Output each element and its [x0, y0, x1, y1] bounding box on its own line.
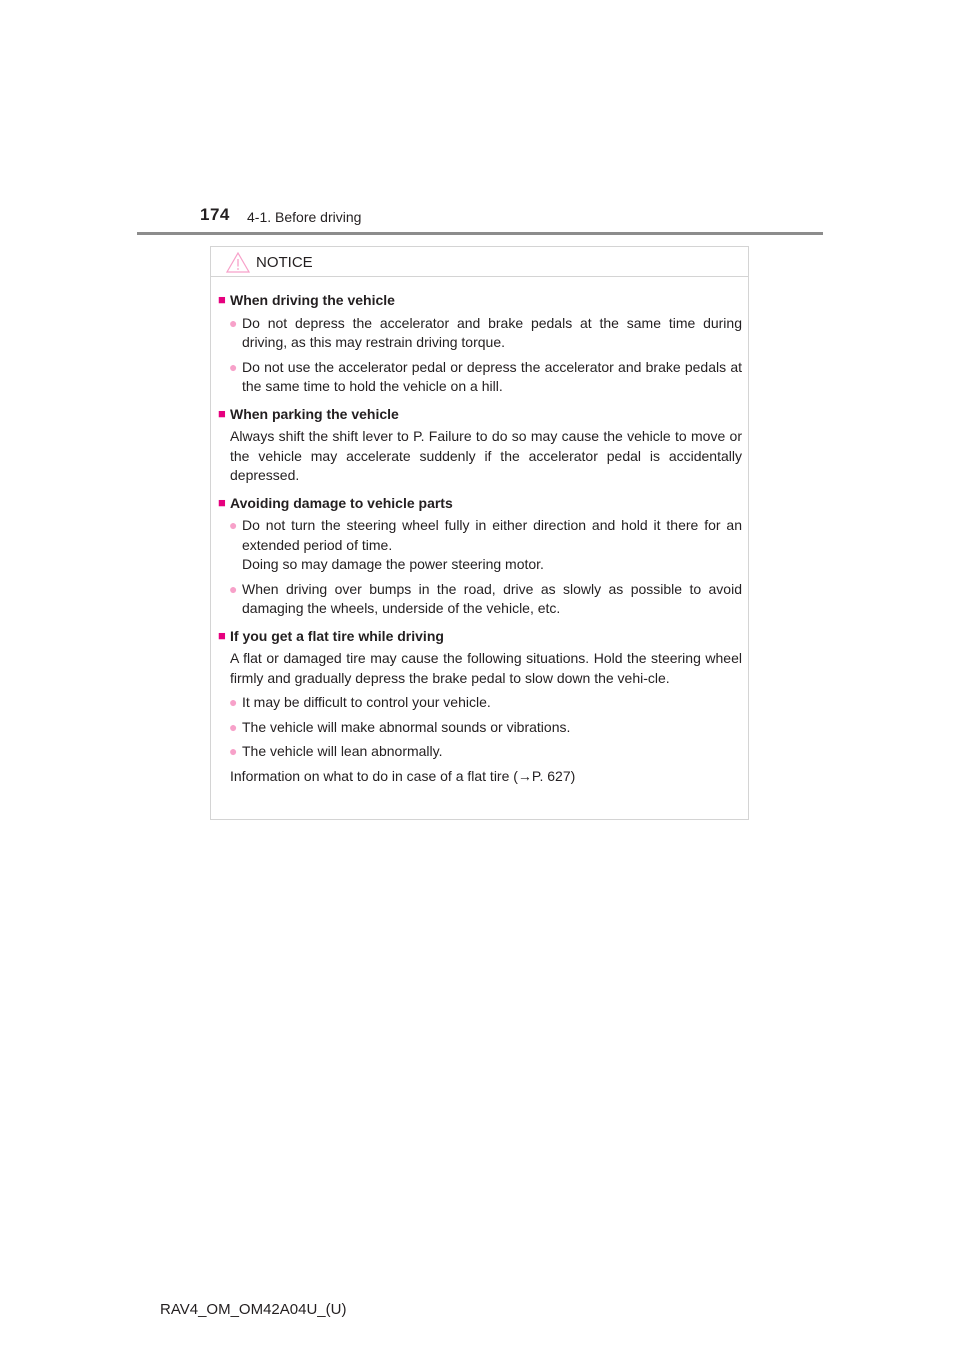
- list-item: ● Do not use the accelerator pedal or depress the accelerator and brake pedals at the same time to hold the vehicle on a hill.: [229, 358, 742, 394]
- circle-bullet-icon: ●: [229, 743, 238, 759]
- page-number: 174: [200, 205, 230, 224]
- list-item: ● Do not depress the accelerator and brake pedals at the same time during driving, as this may restrain driving torque.: [229, 314, 742, 350]
- square-bullet-icon: ■: [218, 494, 226, 510]
- square-bullet-icon: ■: [218, 627, 226, 643]
- circle-bullet-icon: ●: [229, 580, 238, 597]
- circle-bullet-icon: ●: [229, 314, 238, 331]
- list-item: ● The vehicle will lean abnormally.: [218, 742, 742, 762]
- circle-bullet-icon: ●: [229, 694, 238, 710]
- warning-triangle-icon: [226, 252, 250, 273]
- header-rule: [137, 232, 823, 235]
- notice-box: [210, 246, 749, 820]
- notice-header: [211, 247, 748, 277]
- square-bullet-icon: ■: [218, 292, 226, 307]
- closing-note: Information on what to do in case of a flat tire (→P. 627): [230, 767, 576, 784]
- circle-bullet-icon: ●: [229, 718, 238, 735]
- circle-bullet-icon: ●: [229, 358, 238, 375]
- page-header: [0, 0, 960, 240]
- section-heading: ■ When driving the vehicle: [218, 292, 395, 308]
- section-heading: ■ When parking the vehicle: [218, 405, 399, 422]
- section-heading: ■ Avoiding damage to vehicle parts: [218, 494, 453, 511]
- paragraph: Always shift the shift lever to P. Failure to do so may cause the vehicle to move or the vehicle may accelerate suddenly if the accelerator pedal is accidentally depressed.: [230, 428, 742, 483]
- list-item: ● Do not turn the steering wheel fully in either direction and hold it there for an extended period of time. Doing so may damage the power steering motor.: [229, 517, 742, 572]
- document-code: RAV4_OM_OM42A04U_(U): [160, 1301, 347, 1318]
- list-item: ● It may be difficult to control your vehicle.: [218, 693, 742, 713]
- paragraph: A flat or damaged tire may cause the following situations. Hold the steering wheel firmly and gradually depress the brake pedal to slow down the vehi-cle.: [230, 650, 742, 686]
- circle-bullet-icon: ●: [229, 517, 238, 533]
- section-heading: ■ If you get a flat tire while driving: [218, 627, 444, 644]
- section-title: 4-1. Before driving: [247, 209, 362, 225]
- notice-title: NOTICE: [256, 254, 313, 271]
- list-item: ● When driving over bumps in the road, drive as slowly as possible to avoid damaging the wheels, underside of the vehicle, etc.: [229, 580, 742, 616]
- square-bullet-icon: ■: [218, 405, 226, 421]
- list-item: ● The vehicle will make abnormal sounds or vibrations.: [218, 718, 742, 738]
- notice-body: [211, 277, 748, 786]
